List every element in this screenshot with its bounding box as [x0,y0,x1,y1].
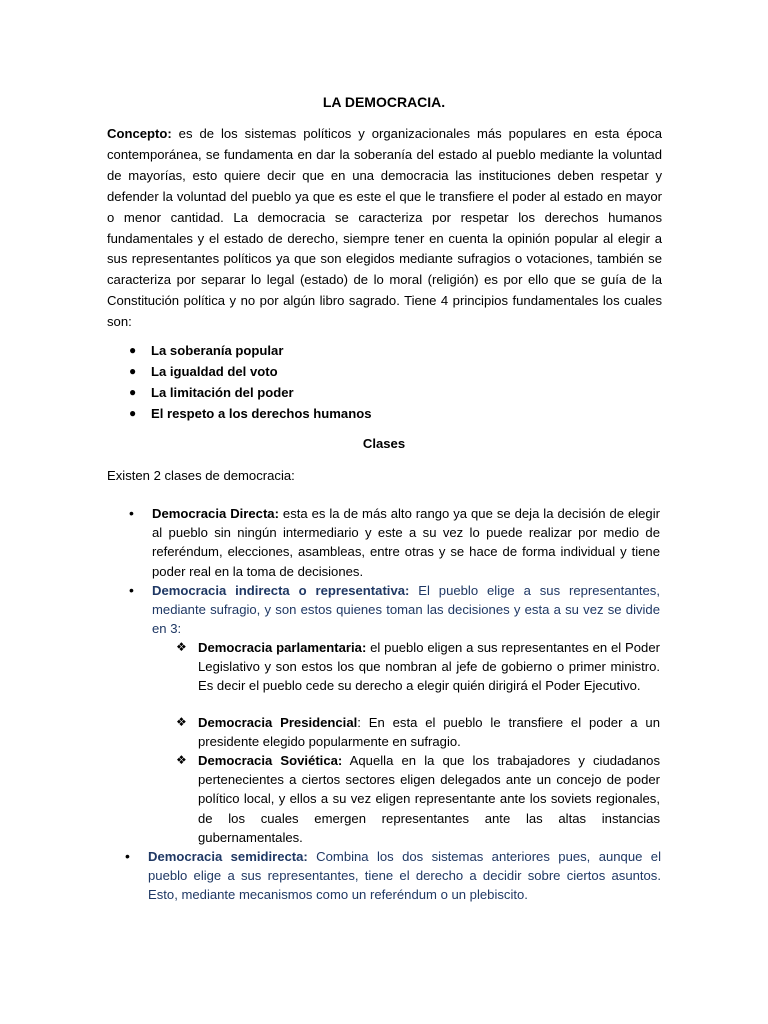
bullet-icon: • [129,505,134,521]
presidencial-text: : En esta el pueblo le transfiere el poder a un presidente elegido popularmente en sufragio. [198,715,660,750]
bullet-icon: ● [129,343,137,357]
list-item [107,382,667,403]
document-title: LA DEMOCRACIA. [322,94,446,110]
presidencial-label: Democracia Presidencial [198,715,358,730]
principios-list [107,340,667,424]
directa-text: esta es la de más alto rango ya que se deja la decisión de elegir al pueblo sin ningún intermediario y este a su vez lo puede realizar por medio de referéndum, elecciones, asambleas, entre otras y se hace de forma individual y tiene poder real en la toma de decisiones. [152,506,660,579]
clases-heading: Clases [362,436,406,451]
concepto-text: es de los sistemas políticos y organizacionales más populares en esta época contemporánea, se fundamenta en dar la soberanía del estado al pueblo mediante la voluntad de mayorías, esto quiere decir que en una democracia las instituciones deben respetar y defender la voluntad del pueblo ya que es este el que le transfiere el poder al estado en mayor o menor cantidad. La democracia se caracteriza por respetar los derechos humanos fundamentales y el estado de derecho, siempre tener en cuenta la opinión popular al elegir a sus representantes políticos ya que son elegidos mediante sufragios o votaciones, también se caracteriza por separar lo legal (estado) de lo moral (religión) es por ello que se guía de la Constitución política y no por algún libro sagrado. Tiene 4 principios fundamentales los cuales son: [107,126,662,330]
indirecta-text: El pueblo elige a sus representantes, mediante sufragio, y son estos quienes toman las decisiones y esta a su vez se divide en 3: [152,583,660,637]
bullet-icon: • [125,848,130,864]
bullet-icon: • [129,582,134,598]
principio-label: La igualdad del voto [151,364,278,379]
principio-label: El respeto a los derechos humanos [151,406,372,421]
diamond-bullet-icon: ❖ [176,715,187,729]
semidirecta-item [148,847,661,905]
list-item [107,361,667,382]
principio-label: La limitación del poder [151,385,294,400]
directa-item [152,504,660,581]
concepto-paragraph [107,124,662,333]
sovietica-label: Democracia Soviética: [198,753,343,768]
semidirecta-label: Democracia semidirecta: [148,849,308,864]
parlamentaria-item [198,638,660,696]
parlamentaria-text: el pueblo eligen a sus representantes en el Poder Legislativo y son estos los que nombran al jefe de gobierno o primer ministro. Es decir el pueblo cede su derecho a elegir quién dirigirá el Poder Ejecutivo. [198,640,660,694]
concepto-label: Concepto: [107,126,172,141]
principio-label: La soberanía popular [151,343,284,358]
list-item [107,340,667,361]
indirecta-label: Democracia indirecta o representativa: [152,583,410,598]
bullet-icon: ● [129,385,137,399]
diamond-bullet-icon: ❖ [176,640,187,654]
sovietica-item [198,751,660,847]
bullet-icon: ● [129,406,137,420]
indirecta-item [152,581,660,639]
list-item [107,403,667,424]
diamond-bullet-icon: ❖ [176,753,187,767]
presidencial-item [198,713,660,751]
directa-label: Democracia Directa: [152,506,279,521]
semidirecta-text: Combina los dos sistemas anteriores pues, aunque el pueblo elige a sus representantes, tiene el derecho a decidir sobre ciertos asuntos. Esto, mediante mecanismos como un referéndum o un plebiscito. [148,849,661,903]
sovietica-text: Aquella en la que los trabajadores y ciudadanos pertenecientes a ciertos sectores eligen delegados ante un concejo de poder político local, y ellos a su vez eligen representante ante los soviets regionales, de los cuales emergen representantes ante las altas instancias gubernamentales. [198,753,660,845]
bullet-icon: ● [129,364,137,378]
clases-intro: Existen 2 clases de democracia: [107,468,295,483]
parlamentaria-label: Democracia parlamentaria: [198,640,367,655]
